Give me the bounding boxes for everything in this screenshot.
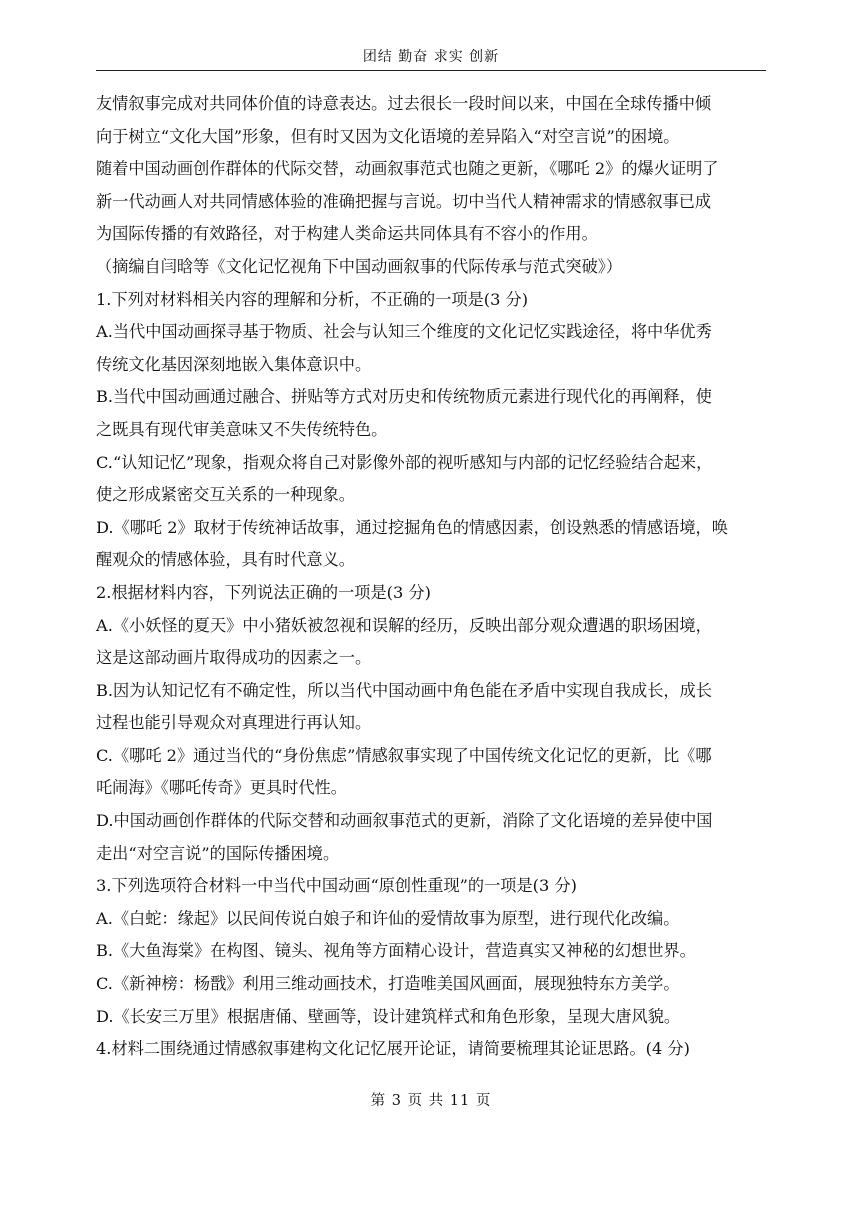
option-d-line: D.《长安三万里》根据唐俑、壁画等，设计建筑样式和角色形象，呈现大唐风貌。 xyxy=(96,1006,681,1026)
page-header: 团结 勤奋 求实 创新 xyxy=(362,49,500,65)
passage-line: 向于树立“文化大国”形象，但有时又因为文化语境的差异陷入“对空言说”的困境。 xyxy=(96,126,680,146)
question-stem: 4.材料二围绕通过情感叙事建构文化记忆展开论证，请简要梳理其论证思路。(4 分) xyxy=(96,1039,690,1059)
question-stem: 1.下列对材料相关内容的理解和分析，不正确的一项是(3 分) xyxy=(96,289,529,309)
document-body xyxy=(96,88,768,1066)
option-c-line: 吒闹海》《哪吒传奇》更具时代性。 xyxy=(96,778,347,798)
option-d-line: D.中国动画创作群体的代际交替和动画叙事范式的更新，消除了文化语境的差异使中国 xyxy=(96,811,713,831)
option-b-line: 过程也能引导观众对真理进行再认知。 xyxy=(96,713,372,733)
option-d-line: 走出“对空言说”的国际传播困境。 xyxy=(96,843,340,863)
option-a-line: 传统文化基因深刻地嵌入集体意识中。 xyxy=(96,354,372,374)
option-b-line: 之既具有现代审美意味又不失传统特色。 xyxy=(96,419,388,439)
question-1 xyxy=(96,284,768,577)
option-a-line: A.《白蛇：缘起》以民间传说白娘子和许仙的爱情故事为原型，进行现代化改编。 xyxy=(96,908,680,928)
source-citation: （摘编自闫晗等《文化记忆视角下中国动画叙事的代际传承与范式突破》） xyxy=(96,256,623,276)
option-b-line: B.当代中国动画通过融合、拼贴等方式对历史和传统物质元素进行现代化的再阐释，使 xyxy=(96,387,712,407)
question-stem: 3.下列选项符合材料一中当代中国动画“原创性重现”的一项是(3 分) xyxy=(96,876,577,896)
page-number: 第 3 页 共 11 页 xyxy=(370,1093,492,1109)
passage-continuation xyxy=(96,88,768,284)
option-c-line: C.《哪吒 2》通过当代的“身份焦虑”情感叙事实现了中国传统文化记忆的更新，比《哪 xyxy=(96,745,712,765)
option-c-line: C.“认知记忆”现象，指观众将自己对影像外部的视听感知与内部的记忆经验结合起来， xyxy=(96,452,713,472)
option-a-line: A.《小妖怪的夏天》中小猪妖被忽视和误解的经历，反映出部分观众遭遇的职场困境， xyxy=(96,615,712,635)
option-c-line: C.《新神榜：杨戬》利用三维动画技术，打造唯美国风画面，展现独特东方美学。 xyxy=(96,974,680,994)
passage-line: 随着中国动画创作群体的代际交替，动画叙事范式也随之更新，《哪吒 2》的爆火证明了 xyxy=(96,159,719,179)
option-d-line: 醒观众的情感体验，具有时代意义。 xyxy=(96,550,355,570)
option-a-line: 这是这部动画片取得成功的因素之一。 xyxy=(96,648,372,668)
option-b-line: B.《大鱼海棠》在构图、镜头、视角等方面精心设计，营造真实又神秘的幻想世界。 xyxy=(96,941,696,961)
header-rule xyxy=(96,70,766,71)
option-a-line: A.当代中国动画探寻基于物质、社会与认知三个维度的文化记忆实践途径，将中华优秀 xyxy=(96,322,712,342)
passage-line: 新一代动画人对共同情感体验的准确把握与言说。切中当代人精神需求的情感叙事已成 xyxy=(96,191,712,211)
passage-line: 为国际传播的有效路径，对于构建人类命运共同体具有不容小的作用。 xyxy=(96,224,598,244)
question-2 xyxy=(96,577,768,870)
passage-line: 友情叙事完成对共同体价值的诗意表达。过去很长一段时间以来，中国在全球传播中倾 xyxy=(96,94,712,113)
option-d-line: D.《哪吒 2》取材于传统神话故事，通过挖掘角色的情感因素，创设熟悉的情感语境，唤 xyxy=(96,517,728,537)
option-b-line: B.因为认知记忆有不确定性，所以当代中国动画中角色能在矛盾中实现自我成长，成长 xyxy=(96,680,712,700)
option-c-line: 使之形成紧密交互关系的一种现象。 xyxy=(96,485,355,505)
question-stem: 2.根据材料内容，下列说法正确的一项是(3 分) xyxy=(96,582,431,602)
question-4 xyxy=(96,1033,768,1066)
question-3 xyxy=(96,870,768,1033)
